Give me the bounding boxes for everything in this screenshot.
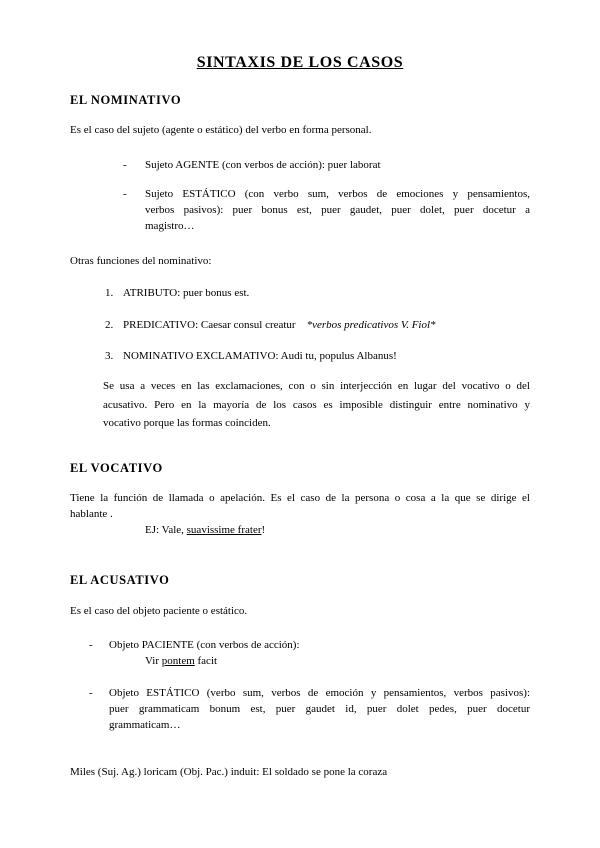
example-suffix: ! — [261, 523, 266, 536]
text-line: NOMINATIVO EXCLAMATIVO: Audi tu, populus Albanus! — [123, 350, 397, 362]
bullet-item-agente — [123, 157, 530, 173]
text-line: ATRIBUTO: puer bonus est. — [123, 287, 250, 299]
example-prefix: Vir — [145, 654, 162, 667]
bullet-item-obj-estatico — [89, 685, 530, 733]
text-line: puer grammaticam bonum est, puer gaudet id, puer dolet pedes, puer docetur — [109, 702, 530, 715]
example-underlined: pontem — [161, 654, 195, 667]
bullet-item-estatico — [123, 186, 530, 234]
example-underlined: suavissime frater — [186, 523, 262, 536]
paciente-example — [145, 653, 530, 669]
document-title: SINTAXIS DE LOS CASOS — [196, 54, 404, 71]
example-suffix: facit — [194, 654, 218, 667]
dash-marker: - — [123, 159, 127, 171]
number-marker: 3. — [105, 350, 114, 362]
bullet-text — [145, 186, 530, 234]
number-marker: 2. — [105, 319, 114, 331]
text-line: Objeto PACIENTE (con verbos de acción): — [109, 638, 300, 651]
dash-marker: - — [89, 638, 93, 651]
text-line: grammaticam… — [109, 718, 181, 731]
section-heading-vocativo: EL VOCATIVO — [70, 460, 163, 475]
text-line: Sujeto ESTÁTICO (con verbo sum, verbos de emociones y pensamientos, — [145, 188, 530, 200]
bullet-item-paciente — [89, 637, 530, 669]
text-line: hablante . — [70, 507, 113, 520]
text-line: Tiene la función de llamada o apelación. Es el caso de la persona o cosa a la que se dirige el — [70, 491, 530, 504]
text-line: magistro… — [145, 220, 195, 232]
vocativo-example — [145, 522, 530, 538]
text-line: Sujeto AGENTE (con verbos de acción): puer laborat — [145, 159, 381, 171]
text-line — [123, 317, 530, 333]
footer-example: Miles (Suj. Ag.) loricam (Obj. Pac.) induit: El soldado se pone la coraza — [70, 765, 388, 778]
other-functions-label: Otras funciones del nominativo: — [70, 255, 212, 267]
nominativo-note — [103, 377, 530, 433]
acusativo-intro: Es el caso del objeto paciente o estático. — [70, 604, 248, 617]
text-line: acusativo. Pero en la mayoría de los casos es imposible distinguir entre nominativo y — [103, 398, 530, 411]
number-marker: 1. — [105, 287, 114, 299]
bullet-text — [109, 637, 530, 669]
text-line: verbos pasivos): puer bonus est, puer gaudet, puer dolet, puer docetur a — [145, 204, 530, 216]
numbered-item-atributo — [105, 285, 530, 301]
text-line: Se usa a veces en las exclamaciones, con o sin interjección en lugar del vocativo o del — [103, 380, 530, 392]
example-prefix: EJ: Vale, — [145, 523, 187, 536]
numbered-item-exclamativo — [105, 348, 530, 364]
section-heading-nominativo: EL NOMINATIVO — [70, 93, 182, 107]
text-line: Objeto ESTÁTICO (verbo sum, verbos de emoción y pensamientos, verbos pasivos): — [109, 686, 530, 699]
predicativo-text: PREDICATIVO: Caesar consul creatur — [123, 319, 296, 331]
numbered-item-predicativo — [105, 317, 530, 333]
vocativo-intro — [70, 490, 530, 522]
predicativo-italic-note: *verbos predicativos V. Fiol* — [306, 319, 436, 331]
section-heading-acusativo: EL ACUSATIVO — [70, 572, 170, 587]
text-line: vocativo porque las formas coinciden. — [103, 417, 271, 429]
dash-marker: - — [123, 188, 127, 200]
bullet-text — [109, 685, 530, 733]
nominativo-intro: Es el caso del sujeto (agente o estático) del verbo en forma personal. — [70, 124, 372, 136]
dash-marker: - — [89, 686, 93, 699]
